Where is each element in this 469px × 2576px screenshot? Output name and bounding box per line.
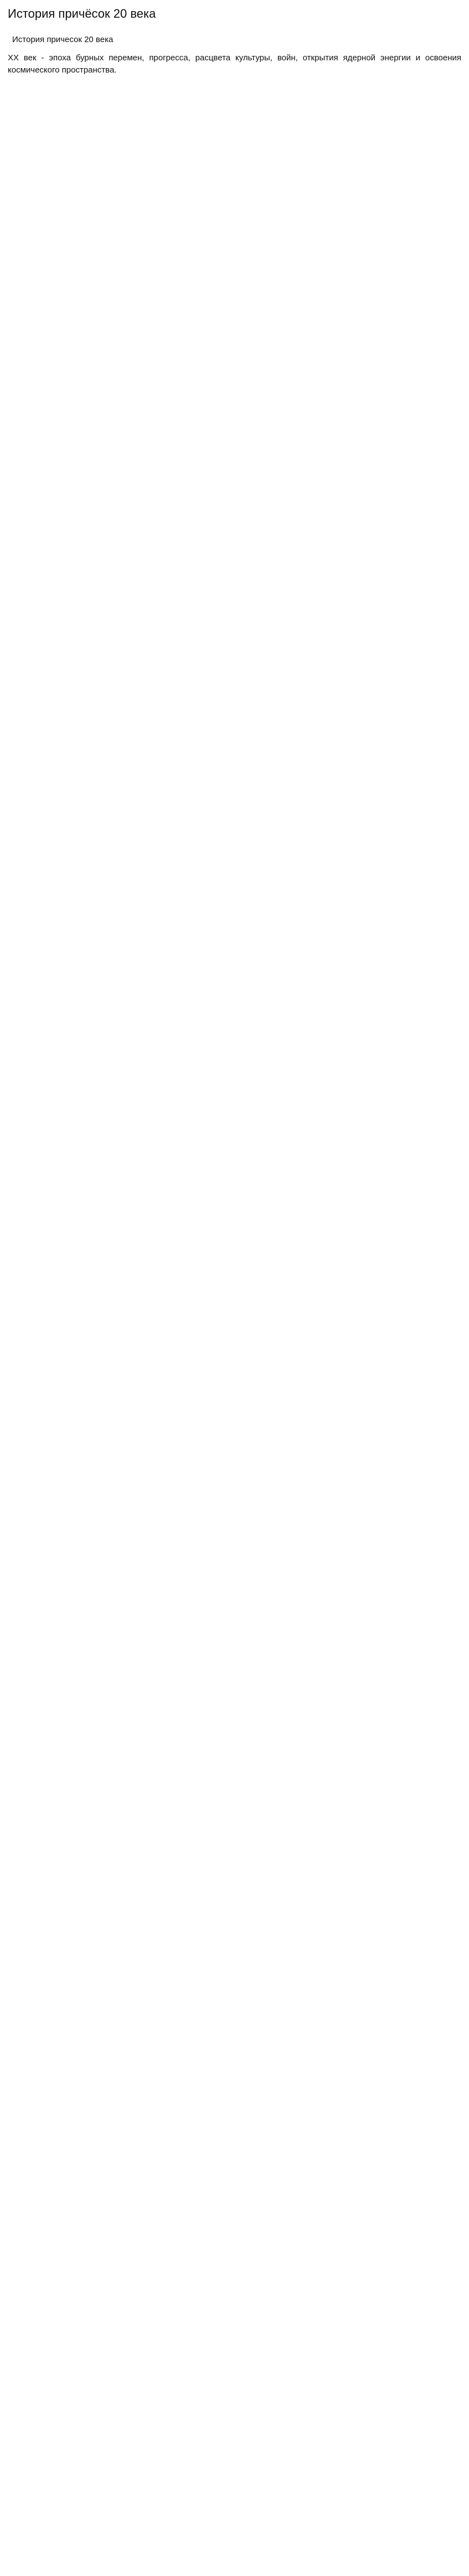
article-paragraph: [8, 383, 461, 395]
article-paragraph: [8, 403, 461, 415]
article-paragraph: [8, 602, 461, 615]
article-body: [8, 52, 461, 714]
article-paragraph: [8, 662, 461, 674]
article-paragraph: [8, 104, 461, 116]
article-subtitle: История причесок 20 века: [12, 35, 114, 44]
article-paragraph: [8, 164, 461, 176]
article-paragraph: [8, 463, 461, 475]
article-paragraph: [8, 84, 461, 96]
article-paragraph: [8, 483, 461, 495]
article-paragraph: [8, 303, 461, 316]
article-paragraph: [8, 443, 461, 455]
article-paragraph: [8, 343, 461, 355]
article-paragraph: [8, 682, 461, 694]
article-paragraph: [8, 244, 461, 256]
page-title: История причёсок 20 века: [8, 7, 156, 20]
article-paragraph: [8, 642, 461, 654]
article-paragraph: [8, 503, 461, 515]
article-paragraph: [8, 562, 461, 575]
article-paragraph: [8, 204, 461, 216]
article-paragraph: [8, 523, 461, 535]
article-paragraph: [8, 622, 461, 634]
article-paragraph: [8, 283, 461, 296]
article-paragraph: [8, 184, 461, 196]
article-paragraph: [8, 423, 461, 435]
article-paragraph: [8, 543, 461, 555]
article-paragraph: [8, 363, 461, 375]
article-paragraph: [8, 144, 461, 156]
article-paragraph: [8, 224, 461, 236]
article-paragraph: [8, 323, 461, 335]
article-paragraph: XX век - эпоха бурных перемен, прогресса, расцвета культуры, войн, открытия ядерной энергии и освоения космического пространства.: [8, 53, 461, 75]
article-paragraph: [8, 702, 461, 714]
article-paragraph: [8, 124, 461, 136]
article-paragraph: [8, 582, 461, 595]
article-paragraph: [8, 264, 461, 276]
